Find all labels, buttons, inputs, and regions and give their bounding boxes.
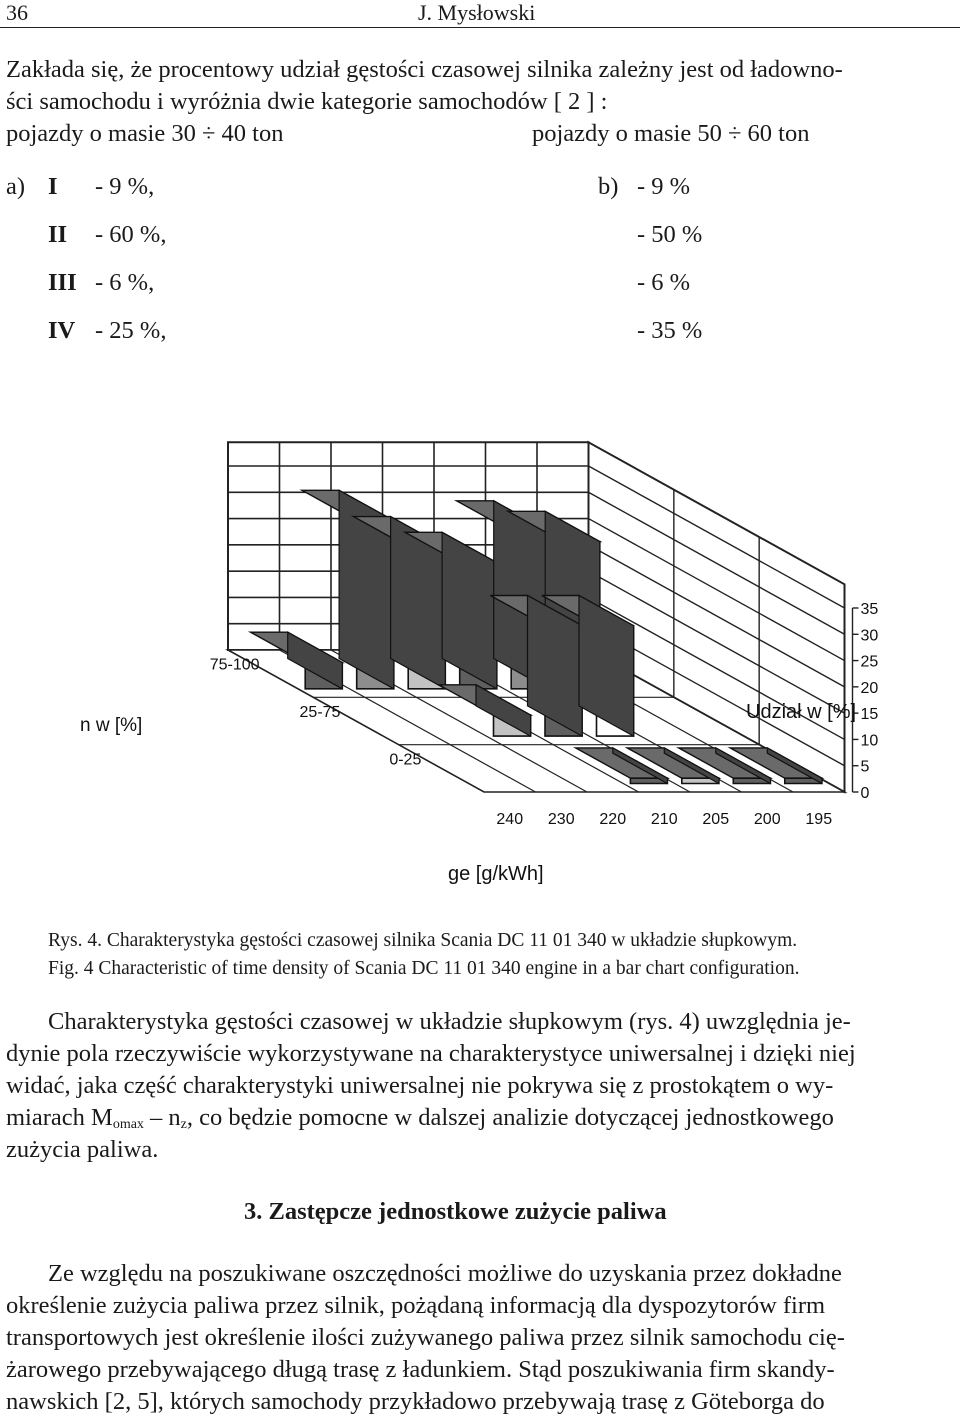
intro-line-3: pojazdy o masie 30 ÷ 40 ton [6, 120, 284, 147]
bar-chart-3d [0, 420, 960, 890]
paragraph1-line-4: miarach $M_{omax} - n_z$, co będzie pomocne w dalszej analizie dotyczącej jednostkowego [6, 1104, 834, 1132]
paragraph1-line-3: widać, jaka część charakterystyki uniwersalnej nie pokrywa się z prostokątem o wy- [6, 1072, 834, 1099]
category-right-2: - 50 % [637, 221, 703, 248]
intro-line-1: Zakłada się, że procentowy udział gęstości czasowej silnika zależny jest od ładowno- [6, 56, 843, 83]
z-tick-label: 5 [860, 758, 870, 776]
depth-tick-label: 75-100 [209, 656, 260, 674]
z-axis-title: Udział w [%] [746, 701, 857, 723]
x-tick-label: 195 [805, 811, 833, 828]
paragraph2-line-4: żarowego przebywającego długą trasę z ładunkiem. Stąd poszukiwania firm skandy- [6, 1356, 835, 1383]
running-header-author: J. Mysłowski [418, 0, 536, 25]
z-tick-label: 20 [860, 679, 879, 697]
header-rule [0, 27, 960, 28]
category-roman-3: III [48, 269, 77, 296]
category-right-4: - 35 % [637, 317, 703, 344]
paragraph1-line-5: zużycia paliwa. [6, 1136, 159, 1163]
category-right-3: - 6 % [637, 269, 691, 296]
x-tick-label: 230 [547, 811, 575, 828]
category-roman-1: I [48, 173, 58, 200]
intro-line-2: ści samochodu i wyróżnia dwie kategorie samochodów [ 2 ] : [6, 88, 608, 115]
category-left-1: - 9 %, [95, 173, 155, 200]
z-tick-label: 25 [860, 653, 879, 671]
paragraph1-line-1: Charakterystyka gęstości czasowej w układzie słupkowym (rys. 4) uwzględnia je- [48, 1008, 851, 1035]
paragraph2-line-2: określenie zużycia paliwa przez silnik, pożądaną informacją dla dyspozytorów firm [6, 1292, 826, 1319]
intro-right-heading: pojazdy o masie 50 ÷ 60 ton [532, 120, 810, 147]
z-tick-label: 10 [860, 732, 879, 750]
z-tick-label: 30 [860, 627, 879, 645]
category-left-2: - 60 %, [95, 221, 167, 248]
category-right-1: - 9 % [637, 173, 691, 200]
paragraph2-line-5: nawskich [2, 5], których samochody przykładowo przebywają trasę z Göteborga do [6, 1388, 825, 1415]
x-tick-label: 210 [650, 811, 678, 828]
category-label-b: b) [598, 173, 619, 200]
depth-tick-label: 25-75 [299, 704, 341, 721]
x-tick-label: 240 [496, 811, 524, 828]
x-axis-title: ge [g/kWh] [448, 863, 544, 885]
category-roman-4: IV [48, 317, 76, 344]
figure-caption-en: Fig. 4 Characteristic of time density of Scania DC 11 01 340 engine in a bar chart configuration. [48, 958, 800, 979]
depth-tick-label: 0-25 [389, 751, 422, 769]
category-left-4: - 25 %, [95, 317, 167, 344]
paragraph2-line-3: transportowych jest określenie ilości zużywanego paliwa przez silnik samochodu cię- [6, 1324, 845, 1351]
z-tick-label: 15 [860, 706, 879, 724]
category-roman-2: II [48, 221, 68, 248]
z-tick-label: 0 [860, 785, 870, 802]
section-heading: 3. Zastępcze jednostkowe zużycie paliwa [244, 1198, 667, 1225]
category-left-3: - 6 %, [95, 269, 155, 296]
figure-caption-pl: Rys. 4. Charakterystyka gęstości czasowej silnika Scania DC 11 01 340 w układzie słupkowym. [48, 930, 798, 951]
paragraph1-line-2: dynie pola rzeczywiście wykorzystywane na charakterystyce uniwersalnej i dzięki niej [6, 1040, 856, 1067]
depth-axis-title: n w [%] [80, 715, 143, 736]
z-tick-label: 35 [860, 601, 879, 618]
x-tick-label: 200 [753, 811, 781, 828]
category-label-a: a) [6, 173, 26, 200]
paragraph2-line-1: Ze względu na poszukiwane oszczędności możliwe do uzyskania przez dokładne [48, 1260, 842, 1287]
page-number: 36 [6, 0, 28, 25]
x-tick-label: 220 [599, 811, 627, 828]
x-tick-label: 205 [702, 811, 730, 828]
